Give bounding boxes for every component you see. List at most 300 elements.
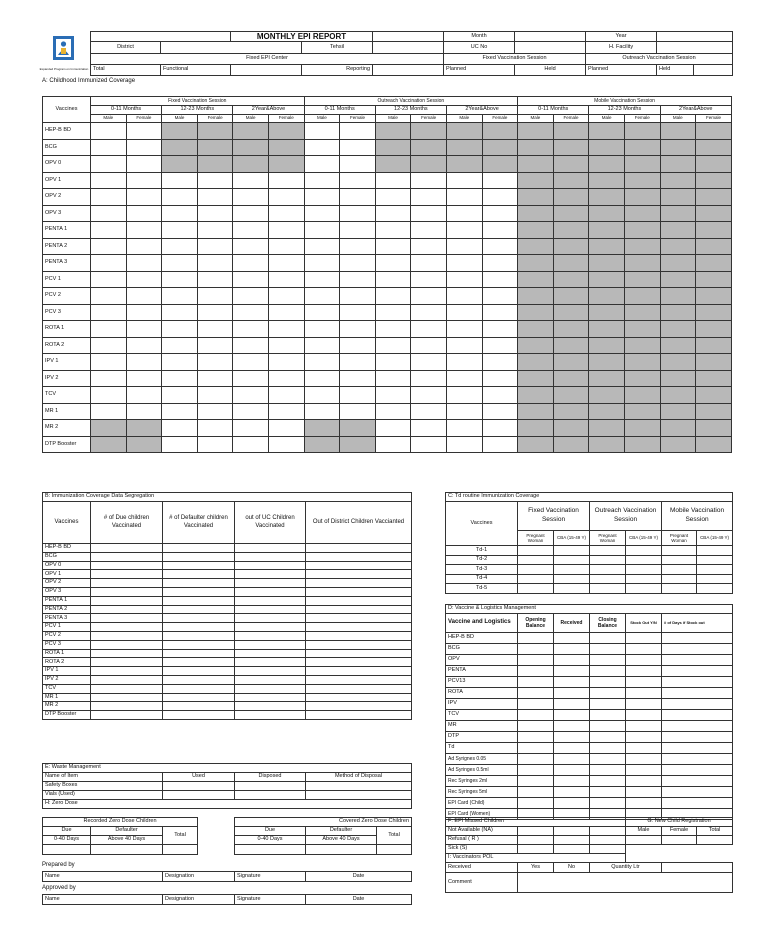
coverage-cell[interactable] xyxy=(340,304,376,321)
coverage-cell[interactable] xyxy=(91,156,127,173)
coverage-cell[interactable] xyxy=(696,139,732,156)
coverage-cell[interactable] xyxy=(197,238,233,255)
coverage-cell[interactable] xyxy=(268,420,304,437)
district-value[interactable] xyxy=(161,42,302,54)
segregation-cell[interactable] xyxy=(91,596,163,605)
coverage-cell[interactable] xyxy=(304,205,340,222)
coverage-cell[interactable] xyxy=(268,271,304,288)
logistics-cell[interactable] xyxy=(590,754,626,765)
new-child-total-value[interactable] xyxy=(697,836,733,845)
coverage-cell[interactable] xyxy=(482,436,518,453)
coverage-cell[interactable] xyxy=(624,288,660,305)
segregation-cell[interactable] xyxy=(163,596,235,605)
coverage-cell[interactable] xyxy=(91,238,127,255)
logistics-cell[interactable] xyxy=(518,754,554,765)
logistics-cell[interactable] xyxy=(554,721,590,732)
coverage-cell[interactable] xyxy=(268,255,304,272)
coverage-cell[interactable] xyxy=(446,436,482,453)
logistics-cell[interactable] xyxy=(518,644,554,655)
coverage-cell[interactable] xyxy=(624,271,660,288)
td-cell[interactable] xyxy=(554,546,590,556)
coverage-cell[interactable] xyxy=(624,370,660,387)
logistics-cell[interactable] xyxy=(590,633,626,644)
coverage-cell[interactable] xyxy=(304,354,340,371)
coverage-cell[interactable] xyxy=(446,205,482,222)
coverage-cell[interactable] xyxy=(589,172,625,189)
coverage-cell[interactable] xyxy=(589,288,625,305)
logistics-cell[interactable] xyxy=(590,743,626,754)
coverage-cell[interactable] xyxy=(197,370,233,387)
coverage-cell[interactable] xyxy=(518,271,554,288)
segregation-cell[interactable] xyxy=(163,658,235,667)
coverage-cell[interactable] xyxy=(482,304,518,321)
coverage-cell[interactable] xyxy=(411,139,447,156)
segregation-cell[interactable] xyxy=(306,587,412,596)
coverage-cell[interactable] xyxy=(518,321,554,338)
coverage-cell[interactable] xyxy=(411,123,447,140)
coverage-cell[interactable] xyxy=(268,156,304,173)
coverage-cell[interactable] xyxy=(696,222,732,239)
logistics-cell[interactable] xyxy=(626,776,662,787)
coverage-cell[interactable] xyxy=(197,403,233,420)
coverage-cell[interactable] xyxy=(375,172,411,189)
segregation-cell[interactable] xyxy=(306,579,412,588)
segregation-cell[interactable] xyxy=(306,675,412,684)
segregation-cell[interactable] xyxy=(306,623,412,632)
coverage-cell[interactable] xyxy=(268,337,304,354)
logistics-cell[interactable] xyxy=(626,699,662,710)
segregation-cell[interactable] xyxy=(306,596,412,605)
coverage-cell[interactable] xyxy=(375,403,411,420)
logistics-cell[interactable] xyxy=(590,798,626,809)
coverage-cell[interactable] xyxy=(233,189,269,206)
coverage-cell[interactable] xyxy=(162,387,198,404)
coverage-cell[interactable] xyxy=(624,139,660,156)
coverage-cell[interactable] xyxy=(446,238,482,255)
coverage-cell[interactable] xyxy=(162,139,198,156)
coverage-cell[interactable] xyxy=(624,337,660,354)
segregation-cell[interactable] xyxy=(306,658,412,667)
coverage-cell[interactable] xyxy=(304,255,340,272)
logistics-cell[interactable] xyxy=(662,644,733,655)
logistics-cell[interactable] xyxy=(662,688,733,699)
coverage-cell[interactable] xyxy=(589,255,625,272)
coverage-cell[interactable] xyxy=(589,304,625,321)
coverage-cell[interactable] xyxy=(660,288,696,305)
coverage-cell[interactable] xyxy=(375,337,411,354)
td-cell[interactable] xyxy=(697,546,733,556)
segregation-cell[interactable] xyxy=(306,693,412,702)
segregation-cell[interactable] xyxy=(91,561,163,570)
coverage-cell[interactable] xyxy=(589,189,625,206)
logistics-cell[interactable] xyxy=(518,633,554,644)
coverage-cell[interactable] xyxy=(696,321,732,338)
coverage-cell[interactable] xyxy=(660,205,696,222)
coverage-cell[interactable] xyxy=(304,123,340,140)
coverage-cell[interactable] xyxy=(375,189,411,206)
coverage-cell[interactable] xyxy=(696,304,732,321)
coverage-cell[interactable] xyxy=(589,370,625,387)
coverage-cell[interactable] xyxy=(553,337,589,354)
coverage-cell[interactable] xyxy=(91,354,127,371)
segregation-cell[interactable] xyxy=(235,579,306,588)
logistics-cell[interactable] xyxy=(554,666,590,677)
coverage-cell[interactable] xyxy=(446,337,482,354)
logistics-cell[interactable] xyxy=(626,655,662,666)
logistics-cell[interactable] xyxy=(518,743,554,754)
recorded-defaulter-value[interactable] xyxy=(91,845,163,855)
logistics-cell[interactable] xyxy=(518,721,554,732)
coverage-cell[interactable] xyxy=(518,354,554,371)
coverage-cell[interactable] xyxy=(482,123,518,140)
segregation-cell[interactable] xyxy=(306,544,412,553)
coverage-cell[interactable] xyxy=(446,156,482,173)
coverage-cell[interactable] xyxy=(126,238,162,255)
logistics-cell[interactable] xyxy=(626,754,662,765)
coverage-cell[interactable] xyxy=(126,222,162,239)
logistics-cell[interactable] xyxy=(662,743,733,754)
segregation-cell[interactable] xyxy=(235,623,306,632)
coverage-cell[interactable] xyxy=(446,271,482,288)
coverage-cell[interactable] xyxy=(624,222,660,239)
coverage-cell[interactable] xyxy=(660,172,696,189)
segregation-cell[interactable] xyxy=(163,684,235,693)
logistics-cell[interactable] xyxy=(554,754,590,765)
coverage-cell[interactable] xyxy=(696,403,732,420)
coverage-cell[interactable] xyxy=(696,436,732,453)
logistics-cell[interactable] xyxy=(518,776,554,787)
coverage-cell[interactable] xyxy=(126,255,162,272)
coverage-cell[interactable] xyxy=(304,189,340,206)
coverage-cell[interactable] xyxy=(660,354,696,371)
coverage-cell[interactable] xyxy=(375,436,411,453)
coverage-cell[interactable] xyxy=(482,337,518,354)
coverage-cell[interactable] xyxy=(624,387,660,404)
logistics-cell[interactable] xyxy=(554,688,590,699)
coverage-cell[interactable] xyxy=(446,403,482,420)
coverage-cell[interactable] xyxy=(589,436,625,453)
waste-cell[interactable] xyxy=(306,791,412,800)
coverage-cell[interactable] xyxy=(624,189,660,206)
coverage-cell[interactable] xyxy=(375,321,411,338)
coverage-cell[interactable] xyxy=(197,321,233,338)
coverage-cell[interactable] xyxy=(340,337,376,354)
coverage-cell[interactable] xyxy=(518,156,554,173)
coverage-cell[interactable] xyxy=(624,205,660,222)
coverage-cell[interactable] xyxy=(660,238,696,255)
coverage-cell[interactable] xyxy=(233,436,269,453)
segregation-cell[interactable] xyxy=(235,631,306,640)
coverage-cell[interactable] xyxy=(375,271,411,288)
coverage-cell[interactable] xyxy=(553,189,589,206)
coverage-cell[interactable] xyxy=(660,271,696,288)
td-cell[interactable] xyxy=(590,584,626,594)
segregation-cell[interactable] xyxy=(163,702,235,711)
coverage-cell[interactable] xyxy=(162,337,198,354)
coverage-cell[interactable] xyxy=(553,172,589,189)
logistics-cell[interactable] xyxy=(590,721,626,732)
segregation-cell[interactable] xyxy=(163,640,235,649)
coverage-cell[interactable] xyxy=(411,420,447,437)
td-cell[interactable] xyxy=(518,584,554,594)
coverage-cell[interactable] xyxy=(91,403,127,420)
coverage-cell[interactable] xyxy=(660,370,696,387)
segregation-cell[interactable] xyxy=(91,711,163,720)
coverage-cell[interactable] xyxy=(553,288,589,305)
logistics-cell[interactable] xyxy=(554,699,590,710)
uc-no-value[interactable] xyxy=(515,42,586,54)
logistics-cell[interactable] xyxy=(662,798,733,809)
logistics-cell[interactable] xyxy=(662,633,733,644)
segregation-cell[interactable] xyxy=(306,702,412,711)
coverage-cell[interactable] xyxy=(268,172,304,189)
coverage-cell[interactable] xyxy=(197,436,233,453)
coverage-cell[interactable] xyxy=(233,370,269,387)
coverage-cell[interactable] xyxy=(126,354,162,371)
coverage-cell[interactable] xyxy=(482,288,518,305)
coverage-cell[interactable] xyxy=(446,354,482,371)
waste-cell[interactable] xyxy=(235,791,306,800)
coverage-cell[interactable] xyxy=(233,205,269,222)
coverage-cell[interactable] xyxy=(162,370,198,387)
segregation-cell[interactable] xyxy=(163,579,235,588)
coverage-cell[interactable] xyxy=(126,123,162,140)
coverage-cell[interactable] xyxy=(482,189,518,206)
segregation-cell[interactable] xyxy=(91,552,163,561)
coverage-cell[interactable] xyxy=(268,189,304,206)
coverage-cell[interactable] xyxy=(696,420,732,437)
logistics-cell[interactable] xyxy=(590,666,626,677)
coverage-cell[interactable] xyxy=(553,354,589,371)
coverage-cell[interactable] xyxy=(375,238,411,255)
coverage-cell[interactable] xyxy=(482,271,518,288)
segregation-cell[interactable] xyxy=(306,561,412,570)
h-facility-value[interactable] xyxy=(657,42,733,54)
coverage-cell[interactable] xyxy=(589,205,625,222)
coverage-cell[interactable] xyxy=(197,156,233,173)
coverage-cell[interactable] xyxy=(624,420,660,437)
coverage-cell[interactable] xyxy=(126,271,162,288)
coverage-cell[interactable] xyxy=(268,370,304,387)
coverage-cell[interactable] xyxy=(696,255,732,272)
coverage-cell[interactable] xyxy=(411,189,447,206)
coverage-cell[interactable] xyxy=(624,123,660,140)
coverage-cell[interactable] xyxy=(482,222,518,239)
segregation-cell[interactable] xyxy=(235,658,306,667)
segregation-cell[interactable] xyxy=(235,570,306,579)
coverage-cell[interactable] xyxy=(304,403,340,420)
logistics-cell[interactable] xyxy=(590,677,626,688)
coverage-cell[interactable] xyxy=(162,271,198,288)
coverage-cell[interactable] xyxy=(696,156,732,173)
logistics-cell[interactable] xyxy=(626,732,662,743)
new-child-female-value[interactable] xyxy=(662,836,697,845)
logistics-cell[interactable] xyxy=(662,710,733,721)
coverage-cell[interactable] xyxy=(340,420,376,437)
logistics-cell[interactable] xyxy=(554,776,590,787)
segregation-cell[interactable] xyxy=(235,614,306,623)
segregation-cell[interactable] xyxy=(91,614,163,623)
waste-cell[interactable] xyxy=(163,782,235,791)
segregation-cell[interactable] xyxy=(163,614,235,623)
coverage-cell[interactable] xyxy=(589,403,625,420)
coverage-cell[interactable] xyxy=(518,304,554,321)
coverage-cell[interactable] xyxy=(162,420,198,437)
segregation-cell[interactable] xyxy=(235,561,306,570)
logistics-cell[interactable] xyxy=(662,765,733,776)
coverage-cell[interactable] xyxy=(91,387,127,404)
coverage-cell[interactable] xyxy=(233,172,269,189)
logistics-cell[interactable] xyxy=(662,721,733,732)
coverage-cell[interactable] xyxy=(91,255,127,272)
coverage-cell[interactable] xyxy=(340,370,376,387)
coverage-cell[interactable] xyxy=(340,271,376,288)
coverage-cell[interactable] xyxy=(411,238,447,255)
segregation-cell[interactable] xyxy=(91,623,163,632)
coverage-cell[interactable] xyxy=(482,139,518,156)
coverage-cell[interactable] xyxy=(162,172,198,189)
segregation-cell[interactable] xyxy=(163,693,235,702)
coverage-cell[interactable] xyxy=(624,436,660,453)
td-cell[interactable] xyxy=(590,574,626,584)
coverage-cell[interactable] xyxy=(126,370,162,387)
td-cell[interactable] xyxy=(590,565,626,575)
coverage-cell[interactable] xyxy=(126,156,162,173)
coverage-cell[interactable] xyxy=(340,205,376,222)
coverage-cell[interactable] xyxy=(518,288,554,305)
new-child-male-value[interactable] xyxy=(626,836,662,845)
segregation-cell[interactable] xyxy=(235,605,306,614)
coverage-cell[interactable] xyxy=(553,436,589,453)
covered-defaulter-value[interactable] xyxy=(306,845,377,855)
segregation-cell[interactable] xyxy=(235,544,306,553)
coverage-cell[interactable] xyxy=(304,420,340,437)
coverage-cell[interactable] xyxy=(126,436,162,453)
logistics-cell[interactable] xyxy=(590,644,626,655)
logistics-cell[interactable] xyxy=(662,732,733,743)
coverage-cell[interactable] xyxy=(660,255,696,272)
coverage-cell[interactable] xyxy=(553,420,589,437)
coverage-cell[interactable] xyxy=(624,321,660,338)
coverage-cell[interactable] xyxy=(375,123,411,140)
segregation-cell[interactable] xyxy=(235,587,306,596)
logistics-cell[interactable] xyxy=(554,633,590,644)
segregation-cell[interactable] xyxy=(91,587,163,596)
coverage-cell[interactable] xyxy=(696,189,732,206)
td-cell[interactable] xyxy=(697,565,733,575)
coverage-cell[interactable] xyxy=(197,271,233,288)
coverage-cell[interactable] xyxy=(304,238,340,255)
logistics-cell[interactable] xyxy=(518,787,554,798)
coverage-cell[interactable] xyxy=(197,205,233,222)
coverage-cell[interactable] xyxy=(197,123,233,140)
coverage-cell[interactable] xyxy=(446,189,482,206)
coverage-cell[interactable] xyxy=(589,123,625,140)
td-cell[interactable] xyxy=(662,584,697,594)
logistics-cell[interactable] xyxy=(626,633,662,644)
coverage-cell[interactable] xyxy=(233,238,269,255)
coverage-cell[interactable] xyxy=(446,139,482,156)
logistics-cell[interactable] xyxy=(662,754,733,765)
logistics-cell[interactable] xyxy=(590,787,626,798)
td-cell[interactable] xyxy=(626,584,662,594)
coverage-cell[interactable] xyxy=(518,189,554,206)
coverage-cell[interactable] xyxy=(304,288,340,305)
coverage-cell[interactable] xyxy=(233,288,269,305)
segregation-cell[interactable] xyxy=(306,667,412,676)
waste-cell[interactable] xyxy=(163,791,235,800)
coverage-cell[interactable] xyxy=(375,387,411,404)
coverage-cell[interactable] xyxy=(126,403,162,420)
coverage-cell[interactable] xyxy=(518,222,554,239)
coverage-cell[interactable] xyxy=(553,255,589,272)
td-cell[interactable] xyxy=(626,565,662,575)
coverage-cell[interactable] xyxy=(518,420,554,437)
coverage-cell[interactable] xyxy=(660,403,696,420)
coverage-cell[interactable] xyxy=(375,222,411,239)
td-cell[interactable] xyxy=(518,565,554,575)
waste-cell[interactable] xyxy=(306,782,412,791)
coverage-cell[interactable] xyxy=(126,387,162,404)
coverage-cell[interactable] xyxy=(553,321,589,338)
coverage-cell[interactable] xyxy=(340,255,376,272)
coverage-cell[interactable] xyxy=(624,354,660,371)
logistics-cell[interactable] xyxy=(662,666,733,677)
coverage-cell[interactable] xyxy=(589,321,625,338)
coverage-cell[interactable] xyxy=(340,387,376,404)
segregation-cell[interactable] xyxy=(163,605,235,614)
coverage-cell[interactable] xyxy=(589,156,625,173)
coverage-cell[interactable] xyxy=(518,205,554,222)
segregation-cell[interactable] xyxy=(235,552,306,561)
td-cell[interactable] xyxy=(697,584,733,594)
coverage-cell[interactable] xyxy=(553,387,589,404)
coverage-cell[interactable] xyxy=(162,321,198,338)
coverage-cell[interactable] xyxy=(518,387,554,404)
coverage-cell[interactable] xyxy=(126,337,162,354)
coverage-cell[interactable] xyxy=(91,139,127,156)
coverage-cell[interactable] xyxy=(340,222,376,239)
coverage-cell[interactable] xyxy=(589,387,625,404)
logistics-cell[interactable] xyxy=(518,798,554,809)
segregation-cell[interactable] xyxy=(163,623,235,632)
td-cell[interactable] xyxy=(662,555,697,565)
coverage-cell[interactable] xyxy=(660,139,696,156)
segregation-cell[interactable] xyxy=(235,667,306,676)
coverage-cell[interactable] xyxy=(233,420,269,437)
coverage-cell[interactable] xyxy=(624,304,660,321)
recorded-due-value[interactable] xyxy=(43,845,91,855)
coverage-cell[interactable] xyxy=(660,222,696,239)
td-cell[interactable] xyxy=(662,546,697,556)
coverage-cell[interactable] xyxy=(268,123,304,140)
segregation-cell[interactable] xyxy=(91,693,163,702)
coverage-cell[interactable] xyxy=(91,123,127,140)
td-cell[interactable] xyxy=(590,555,626,565)
coverage-cell[interactable] xyxy=(482,205,518,222)
segregation-cell[interactable] xyxy=(235,649,306,658)
coverage-cell[interactable] xyxy=(375,255,411,272)
coverage-cell[interactable] xyxy=(304,271,340,288)
coverage-cell[interactable] xyxy=(589,337,625,354)
month-value[interactable] xyxy=(515,32,586,42)
td-cell[interactable] xyxy=(697,574,733,584)
logistics-cell[interactable] xyxy=(518,655,554,666)
segregation-cell[interactable] xyxy=(306,649,412,658)
coverage-cell[interactable] xyxy=(518,238,554,255)
coverage-cell[interactable] xyxy=(162,436,198,453)
logistics-cell[interactable] xyxy=(662,655,733,666)
